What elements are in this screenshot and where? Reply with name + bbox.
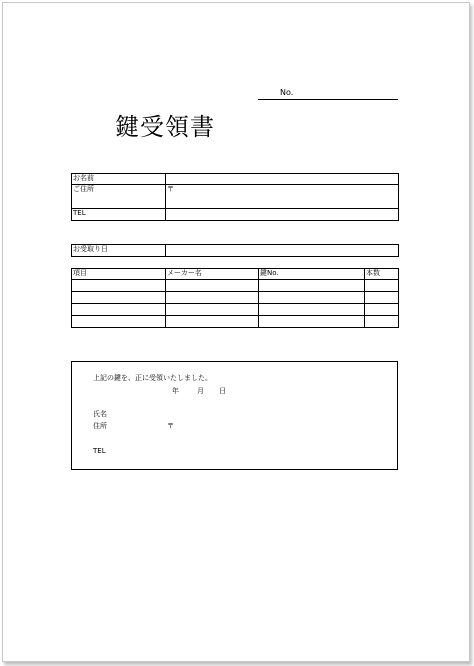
maker-cell[interactable] (166, 280, 259, 292)
header-key-no: 鍵No. (259, 269, 365, 280)
table-row (72, 304, 399, 316)
header-item: 項目 (72, 269, 166, 280)
postal-mark: 〒 (167, 185, 174, 193)
document-number-label: No. (280, 88, 294, 97)
document-page (2, 2, 470, 662)
quantity-cell[interactable] (365, 304, 399, 316)
key-no-cell[interactable] (259, 304, 365, 316)
maker-cell[interactable] (166, 316, 259, 328)
address-label: ご住所 (72, 185, 166, 209)
quantity-cell[interactable] (365, 292, 399, 304)
header-quantity: 本数 (365, 269, 399, 280)
document-title: 鍵受領書 (115, 113, 215, 141)
item-cell[interactable] (72, 304, 166, 316)
maker-cell[interactable] (166, 292, 259, 304)
item-cell[interactable] (72, 316, 166, 328)
year-label: 年 (172, 387, 179, 395)
tel-field[interactable] (166, 209, 399, 221)
address-field[interactable] (166, 185, 399, 209)
key-no-cell[interactable] (259, 316, 365, 328)
keys-table-header-row (72, 269, 399, 280)
receipt-date-field[interactable] (166, 245, 399, 257)
name-label: お名前 (72, 174, 166, 185)
tel-label: TEL (72, 209, 166, 221)
signer-address-label: 住所 (93, 422, 107, 430)
receipt-date-label: お受取り日 (72, 245, 166, 257)
key-no-cell[interactable] (259, 292, 365, 304)
name-field[interactable] (166, 174, 399, 185)
signer-tel-label: TEL (93, 447, 106, 455)
signer-name-label: 氏名 (93, 410, 107, 418)
key-no-cell[interactable] (259, 280, 365, 292)
month-label: 月 (197, 387, 204, 395)
keys-table (71, 268, 399, 328)
table-row (72, 292, 399, 304)
item-cell[interactable] (72, 292, 166, 304)
confirmation-statement: 上記の鍵を、正に受領いたしました。 (93, 374, 212, 382)
maker-cell[interactable] (166, 304, 259, 316)
receipt-date-table (71, 244, 399, 257)
applicant-info-table (71, 173, 399, 221)
table-row (72, 280, 399, 292)
item-cell[interactable] (72, 280, 166, 292)
signer-postal-mark: 〒 (167, 422, 174, 430)
quantity-cell[interactable] (365, 316, 399, 328)
day-label: 日 (219, 387, 226, 395)
table-row (72, 316, 399, 328)
quantity-cell[interactable] (365, 280, 399, 292)
document-number-field[interactable] (258, 99, 398, 100)
header-maker: メーカー名 (166, 269, 259, 280)
